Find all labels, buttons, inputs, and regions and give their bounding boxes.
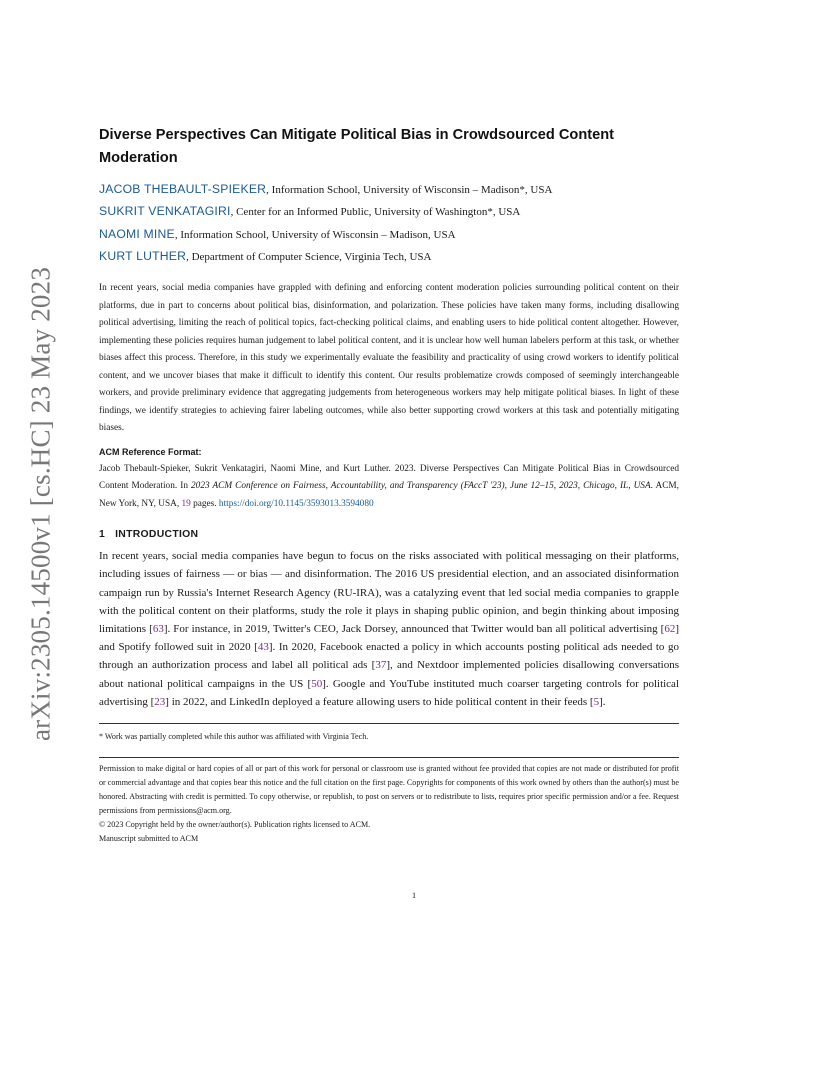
paper-first-page [99,124,679,845]
reference-venue: 2023 ACM Conference on Fairness, Accountability, and Transparency (FAccT '23), June 12–15, 2023, Chicago, IL, USA [191,481,651,492]
page-number: 1 [411,891,417,900]
acm-reference [99,461,679,514]
footnote-divider [99,723,679,724]
reference-pages-link[interactable]: 19 [181,498,191,509]
author-entry [99,201,679,223]
intro-text: ]. For instance, in 2019, Twitter's CEO, Jack Dorsey, announced that Twitter would ban all political advertising [ [163,623,665,635]
permission-divider [99,757,679,758]
author-name: KURT LUTHER [99,248,187,263]
author-affiliation: , Department of Computer Science, Virginia Tech, USA [186,250,432,263]
intro-text: ]. [599,695,606,708]
citation-link[interactable]: 62 [664,623,676,635]
permission-notice [99,762,679,845]
author-entry [99,179,679,201]
citation-link[interactable]: 5 [593,695,600,708]
author-name: NAOMI MINE [99,226,175,241]
intro-text: ]. Google and YouTube instituted much coarser targeting controls for political advertising [ [99,677,680,708]
intro-text: In recent years, social media companies have begun to focus on the risks associated with political messaging on their platforms, including issues of fairness — or bias — and disinformation. The 2016 US presidential election, and an associated disinformation campaign run by Russia's Internet Research Agency (RU-IRA), was a catalyzing event that led social media companies to grapple with the political content on their platforms, study the role it plays in shaping public opinion, and begin thinking about imposing limitations [ [99,550,679,635]
citation-link[interactable]: 23 [154,695,166,708]
section-heading-introduction [99,526,679,544]
copyright-line: © 2023 Copyright held by the owner/author(s). Publication rights licensed to ACM. [99,819,371,829]
footnote: * Work was partially completed while this author was affiliated with Virginia Tech. [99,732,369,742]
acm-reference-heading: ACM Reference Format: [99,446,202,457]
author-affiliation: , Information School, University of Wisconsin – Madison, USA [174,228,456,241]
reference-authors: Jacob Thebault-Spieker, Sukrit Venkatagiri, Naomi Mine, and Kurt Luther. 2023. Diverse Perspectives Can Mitigate Political Bias in Crowdsourced Content Moderation. In [99,463,679,492]
author-list [99,179,679,268]
reference-publisher: . ACM, New York, NY, USA, [99,481,679,509]
paper-title: Diverse Perspectives Can Mitigate Political Bias in Crowdsourced Content Moderation [99,127,614,166]
author-affiliation: , Center for an Informed Public, University of Washington*, USA [230,206,521,219]
section-number: 1 [99,529,106,541]
intro-text: ]. In 2020, Facebook enacted a policy in which accounts posting political ads needed to go through an authorization process and label all political ads [ [99,641,679,672]
doi-link[interactable]: https://doi.org/10.1145/3593013.3594080 [218,498,374,509]
citation-link[interactable]: 37 [375,659,387,672]
manuscript-line: Manuscript submitted to ACM [99,833,199,843]
abstract: In recent years, social media companies have grappled with defining and enforcing content moderation policies surrounding political content on their platforms, due in part to concerns about political bias, disinformation, and polarization. These policies have taken many forms, including disallowing political advertising, limiting the reach of political topics, fact-checking political claims, and enabling users to hide political content altogether. However, implementing these policies requires human judgement to label political content, and it is unclear how well human labelers perform at this task, or whether biases affect this process. Therefore, in this study we experimentally evaluate the feasibility and practicality of using crowd workers to identify political content, and we uncover biases that make it difficult to identify this content. Our results problematize crowds composed of seemingly interchangeable workers, and provide preliminary evidence that aggregating judgements from heterogeneous workers may help mitigate political biases. In light of these findings, we identify strategies to achieving fairer labeling outcomes, while also better supporting crowd workers at this task and potentially mitigating biases. [99,283,679,434]
arxiv-side-identifier [22,266,60,742]
reference-pages-suffix: pages. [190,498,219,509]
intro-text: ] in 2022, and LinkedIn deployed a feature allowing users to hide political content in their feeds [ [165,695,594,708]
author-name: SUKRIT VENKATAGIRI [99,204,231,219]
citation-link[interactable]: 63 [152,623,164,635]
section-title: INTRODUCTION [115,529,199,541]
author-affiliation: , Information School, University of Wisconsin – Madison*, USA [266,184,553,196]
author-name: JACOB THEBAULT-SPIEKER [99,182,267,196]
permission-text: Permission to make digital or hard copies of all or part of this work for personal or classroom use is granted without fee provided that copies are not made or distributed for profit or commercial advantage and that copies bear this notice and the full citation on the first page. Copyrights for components of this work owned by others than the author(s) must be honored. Abstracting with credit is permitted. To copy otherwise, or republish, to post on servers or to redistribute to lists, requires prior specific permission and/or a fee. Request permissions from permissions@acm.org. [99,764,679,815]
author-entry [99,224,679,246]
intro-text: ], and Nextdoor implemented policies disallowing conversations about national political campaigns in the US [ [99,659,679,690]
citation-link[interactable]: 43 [257,641,269,654]
intro-text: ] and Spotify followed suit in 2020 [ [99,623,679,654]
citation-link[interactable]: 50 [311,677,323,690]
arxiv-identifier-text: arXiv:2305.14500v1 [cs.HC] 23 May 2023 [25,266,56,742]
author-entry [99,246,679,268]
introduction-paragraph [99,547,679,711]
